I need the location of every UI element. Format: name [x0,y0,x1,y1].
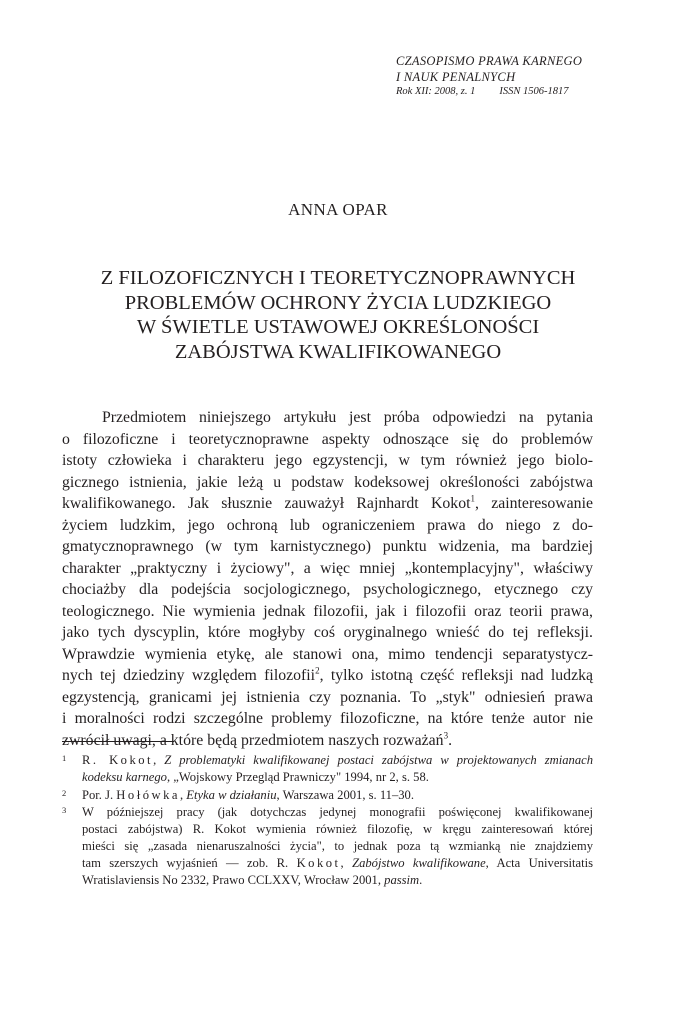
footnote-text: tam szerszych wyjaśnień — zob. R. [82,855,297,870]
body-text: , zainteresowanie [474,495,593,512]
footnote-3 [62,804,593,888]
footnote-line: postaci zabójstwa) R. Kokot wymienia również filozofię, w kręgu zainteresowań której [82,822,593,837]
body-text: , tylko istotną część refleksji nad ludzką [319,667,594,684]
passim-term: passim [384,872,420,887]
author-name: ANNA OPAR [288,200,388,219]
body-line [62,493,593,515]
cited-title: kodeksu karnego [82,769,167,784]
footnote-text: , [179,787,187,802]
body-line: egzystencją, granicami jej istnienia czy poznania. To „styk" odniesień prawa [62,688,593,706]
journal-issue-info [396,85,636,99]
body-line: gmatycznoprawnego (w tym karnistycznego) punktu widzenia, ma bardziej [62,538,593,555]
footnote-text: , [340,855,353,870]
title-line: W ŚWIETLE USTAWOWEJ OKREŚLONOŚCI [136,316,540,338]
body-text: zwrócił uwagi, a które będą przedmiotem naszych rozważań [62,731,444,749]
footnote-separator [62,741,174,742]
footnote-text: , Warszawa 2001, s. 11–30. [276,787,415,802]
cited-title: Zabójstwo kwalifikowane [352,855,486,870]
footnote-text: , Acta Universitatis [485,855,593,870]
body-line: gicznego istnienia, jakie leżą u podstaw kodeksowej określoności zabójstwa [62,473,593,491]
footnote-ref-1[interactable]: 1 [470,493,475,504]
footnote-ref-2[interactable]: 2 [315,665,320,676]
journal-name-line-2: I NAUK PENALNYCH [396,70,516,84]
title-line: PROBLEMÓW OCHRONY ŻYCIA LUDZKIEGO [124,291,552,314]
body-line: chociażby dla podejścia socjologicznego, psychologicznego, etycznego czy [62,581,593,598]
footnote-line [82,872,593,889]
journal-name-line-1: CZASOPISMO PRAWA KARNEGO [396,54,583,68]
body-line: Wprawdzie wymienia etykę, ale stanowi ona, mimo tendencji separatystycz- [62,645,593,663]
cited-author: Hołówka [116,787,180,802]
journal-header [396,53,636,99]
cited-title: Etyka w działaniu [186,787,277,802]
footnote-ref-3[interactable]: 3 [443,730,449,741]
title-line: ZABÓJSTWA KWALIFIKOWANEGO [174,340,502,363]
footnote-1 [62,752,593,786]
journal-issue: Rok XII: 2008, z. 1 [396,86,476,97]
body-line: o filozoficzne i teoretycznoprawne aspekty odnoszące się do problemów [62,430,593,448]
footnote-number: 3 [62,805,67,816]
body-text: nych tej dziedziny względem filozofii [62,667,316,684]
footnote-text: Wratislaviensis No 2332, Prawo CCLXXV, Wrocław 2001, [82,872,385,887]
body-line: Przedmiotem niniejszego artykułu jest próba odpowiedzi na pytania [102,409,593,426]
body-line: życiem ludzkim, jego ochroną lub ograniczeniem prawa do niego z do- [62,516,593,534]
footnote-line [82,769,593,786]
article-body [62,407,593,751]
body-text: kwalifikowanego. Jak słusznie zauważył Rajnhardt Kokot [62,495,471,512]
body-line: charakter „praktyczny i życiowy", a więc mniej „kontemplacyjny", właściwy [62,559,593,577]
footnote-line [82,855,593,872]
footnote-text: , „Wojskowy Przegląd Prawniczy" 1994, nr 2, s. 58. [166,769,429,784]
footnote-text: Por. J. [82,787,117,802]
footnote-text: , [153,753,165,767]
journal-issn: ISSN 1506-1817 [499,86,569,97]
cited-title: Z problematyki kwalifikowanej postaci zabójstwa w projektowanych zmianach [164,753,594,767]
cited-author: R. Kokot [82,753,154,767]
body-line: teologicznego. Nie wymienia jednak filozofii, jak i filozofii oraz teorii prawa, [62,602,593,620]
footnote-number: 2 [62,787,67,798]
body-text: . [448,731,453,749]
body-line [62,665,593,687]
body-line: i moralności rodzi szczególne problemy filozoficzne, na które tenże autor nie [62,710,593,727]
footnote-line [82,787,593,804]
article-title [62,266,614,364]
footnote-line [82,752,593,769]
body-line: istoty człowieka i charakteru jego egzystencji, w tym również jego biolo- [62,452,593,469]
footnote-number: 1 [62,753,67,763]
footnote-line: mieści się „zasada nienaruszalności życia", to jednak poza tą wzmianką nie znajdziemy [82,838,593,853]
footnote-text: . [419,872,423,887]
body-line: jako tych dyscyplin, które mogłyby coś oryginalnego wnieść do tej refleksji. [62,624,593,641]
footnotes [62,752,593,889]
title-line: Z FILOZOFICZNYCH I TEORETYCZNOPRAWNYCH [100,267,576,289]
cited-author: Kokot [296,855,341,870]
footnote-2 [62,787,593,804]
footnote-line: W późniejszej pracy (jak dotychczas jedynej monografii poświęconej kwalifikowanej [82,805,593,820]
